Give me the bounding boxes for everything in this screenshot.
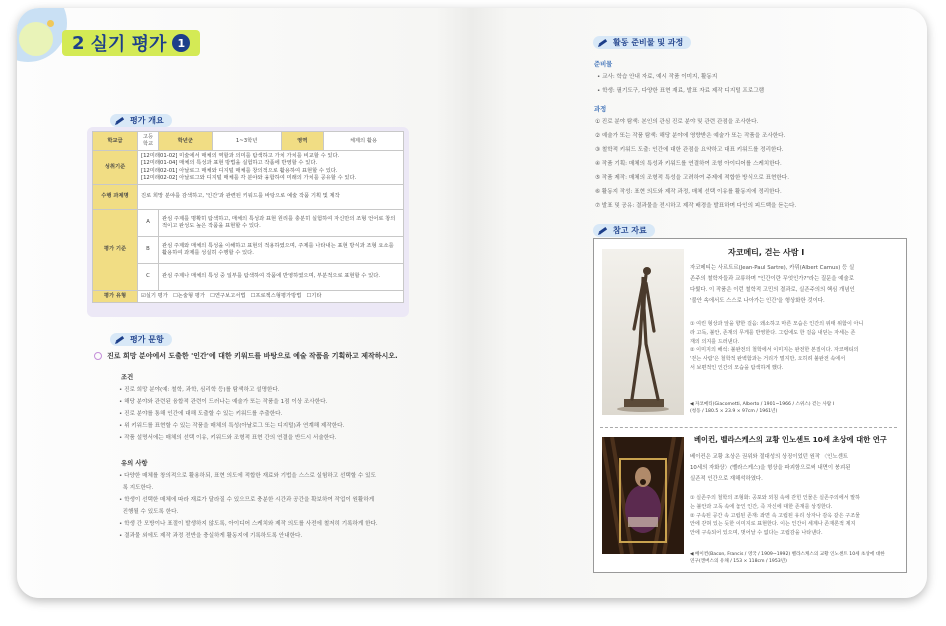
decor-dot [47, 20, 54, 27]
painting-figure [602, 437, 684, 554]
section-question-text: 평가 문항 [130, 335, 164, 344]
point-line: ② 이미지의 해석: 불완전의 철학에서 이미지는 완전한 본질이다. 자코메티의 [690, 347, 859, 354]
standard-line: [12미래02-02] 아날로그와 디지털 매체를 각 분야와 융합하여 미래의 가치를 공유할 수 있다. [141, 174, 357, 181]
body-line: 존주의 철학자들과 교류하며 "인간이란 무엇인가?"라는 질문을 예술로 [690, 276, 854, 282]
decor-circle-small [19, 22, 53, 56]
body-line: 자코메티는 사르트르(Jean-Paul Sartre), 카뮈(Albert Camus) 등 실 [690, 265, 855, 271]
section-overview-text: 평가 개요 [130, 116, 164, 125]
process-step: ② 예술가 또는 작품 탐색: 해당 분야에 영향받은 예술가 또는 작품을 조사한다. [595, 133, 786, 139]
conditions-heading: 조건 [121, 374, 134, 381]
material-item: • 교사: 학습 안내 자료, 예시 작품 이미지, 활동지 [597, 74, 718, 80]
condition-item: • 진로 분야를 통해 인간에 대해 도출할 수 있는 키워드를 추출한다. [119, 411, 283, 417]
evaluation-table [92, 131, 404, 303]
process-step: ⑦ 발표 및 공유: 결과물을 전시하고 제작 배경을 발표하며 다인의 피드백을 듣는다. [595, 203, 797, 209]
pencil-icon [114, 115, 126, 126]
point-line: 안에 갇혀 있는 듯한 이미지로 표현한다. 이는 인간이 세계나 존재론적 제지 [690, 521, 856, 528]
type-option: 실기 평가 [145, 292, 168, 299]
chapter-title [62, 30, 200, 56]
type-option: 논술형 평가 [177, 292, 205, 299]
standard-line: [12미래02-01] 아날로그 매체와 디지털 매체를 창의적으로 활용하여 표현할 수 있다. [141, 167, 338, 174]
process-step: ① 진로 분야 탐색: 본인의 관심 진로 분야 및 관련 관점을 조사한다. [595, 119, 759, 125]
task-cell: 진로 희망 분야를 감색하고, '인간'과 관련된 키워드를 바탕으로 예술 작품 기획 및 제작 [138, 184, 404, 209]
question-prompt-text: 진로 희망 분야에서 도출한 '인간'에 대한 키워드를 바탕으로 예술 작품을 기획하고 제작하시오. [107, 352, 398, 360]
cell-grade-label: 학년군 [159, 132, 213, 151]
sculpture-figure [602, 249, 684, 415]
reference-2-body [690, 452, 905, 485]
walking-man-sculpture-image [602, 249, 684, 415]
type-option: 연구보고서법 [214, 292, 246, 299]
checkbox-icon[interactable]: ☐ [210, 292, 215, 299]
note-item: • 다양한 매체를 창의적으로 활용하되, 표현 의도에 적합한 재료와 기법을 스스로 실험하고 선택할 수 있도 [119, 473, 376, 479]
standard-line: [12미래01-04] 매체의 특성과 표현 방법을 실험하고 작품에 반영할 수 있다. [141, 160, 318, 167]
conditions-list [119, 384, 419, 444]
reference-2-title: 베이컨, 벨라스케스의 교황 인노센트 10세 초상에 대한 연구 [694, 435, 887, 444]
condition-item: • 작품 설명서에는 매체의 선택 이유, 키워드와 조형적 표현 간의 연결을 반드시 서술한다. [119, 435, 337, 441]
note-item: • 결과물 외에도 제작 과정 전반을 충실하게 활동지에 기록하도록 안내한다. [119, 533, 303, 539]
pencil-icon [114, 334, 126, 345]
cell-grade: 1~3학년 [212, 132, 281, 151]
note-item: • 학생 간 모방이나 표절이 발생하지 않도록, 아이디어 스케치와 제작 의도를 사전에 철저히 기록하게 한다. [119, 521, 378, 527]
task-label: 수행 과제명 [93, 184, 138, 209]
condition-item: • 해당 분야와 관련된 융합적 관련이 드러나는 예술가 또는 작품을 1점 이상 조사한다. [119, 399, 328, 405]
checkbox-icon[interactable]: ☐ [172, 292, 178, 299]
section-label-overview [110, 114, 172, 127]
cell-area-label: 영역 [281, 132, 323, 151]
criteria-text-c: 관심 주제나 매체의 특성 중 일부를 탐색하여 작품에 반영하였으며, 부분적으로 표현할 수 있다. [159, 263, 404, 290]
question-prompt [94, 351, 398, 361]
criteria-text-b: 관심 주제와 매체의 특성을 이해하고 표현의 적용하였으며, 주제를 나타내는 표현 방식과 조형 요소를 활용하여 과제를 성실히 수행할 수 있다. [159, 236, 404, 263]
reference-2-caption [690, 551, 910, 565]
pencil-icon [597, 225, 609, 236]
caption-line: 연구(캔버스의 유채 / 153 × 118cm / 1953년) [690, 559, 787, 564]
chapter-title-text: 실기 평가 [90, 34, 167, 55]
criteria-grade-c: C [138, 263, 159, 290]
materials-heading: 준비물 [594, 61, 613, 68]
note-item: • 학생이 선택한 매체에 따라 재료가 달라질 수 있으므로 충분한 시간과 공간을 확보하여 작업이 원활하게 [119, 497, 375, 503]
standards-cell [138, 151, 404, 185]
section-reference-text: 참고 자료 [613, 226, 647, 235]
point-line: 안에 구속되어 있으며, 벗어날 수 없다는 고립감을 나타낸다. [690, 530, 823, 537]
point-line: ② 구속된 공간 속 고립된 존재: 좌면 속 고립된 유리 상자나 감옥 같은 구조물 [690, 512, 861, 519]
criteria-grade-a: A [138, 209, 159, 236]
pope-painting-image [602, 437, 684, 554]
section-label-question [110, 333, 172, 346]
notes-heading: 유의 사항 [121, 460, 148, 467]
checkbox-checked-icon[interactable]: ☑ [141, 292, 146, 299]
caption-line: ◀ 베이컨(Bacon, Francis / 영국 / 1909~1992) 벨라스케스의 교황 인노센트 10세 초상에 대한 [690, 552, 885, 557]
point-line: 라 고독, 불안, 존재의 무게를 반영한다. 그럼에도 한 걸음 내딛는 자세는 존 [690, 329, 856, 336]
cell-area: 체제의 활용 [323, 132, 403, 151]
body-line: 다뤘다. 이 작품은 이런 철학적 고민의 결과로, 실존주의의 핵심 개념인 [690, 287, 855, 293]
section-label-prep [593, 36, 691, 49]
caption-line: (청동 / 180.5 × 23.9 × 97cm / 1961년) [690, 409, 778, 414]
pencil-icon [597, 37, 609, 48]
note-item: 록 지도한다. [122, 485, 154, 491]
point-line: 재의 의지를 드러낸다. [690, 338, 740, 345]
process-step: ⑤ 작품 제작: 매체의 조형적 특성을 고려하여 주제에 적합한 방식으로 표현한다. [595, 175, 789, 181]
reference-1-title: 자코메티, 걷는 사람 Ⅰ [728, 248, 805, 257]
body-line: 실존적 인간으로 재해석하였다. [690, 476, 763, 482]
point-line: ① 여린 형상과 앞을 향한 걸음: 왜소하고 마른 모습은 인간의 위태 위함이 아니 [690, 321, 864, 327]
point-line: '걷는 사람'은 철학적 완벽함과는 거리가 멀지만, 오히려 불완전 속에서 [690, 356, 846, 363]
point-line: ① 실존주의 철학의 조형화: 공포와 외침 속에 갇힌 인물은 실존주의에서 말하 [690, 495, 861, 501]
circle-bullet-icon [94, 352, 102, 360]
checkbox-icon[interactable]: ☐ [306, 292, 312, 299]
process-step: ⑥ 활동지 작성: 표현 의도와 제작 과정, 매체 선택 이유를 활동지에 정리한다. [595, 189, 782, 195]
process-step: ④ 작품 기획: 매체의 특성과 키워드를 연결하여 조형 아이디어를 스케치한다. [595, 161, 782, 167]
type-option: 기타 [311, 292, 322, 299]
condition-item: • 진로 희망 분야(예: 철학, 과학, 심리학 등)를 탐색하고 설명한다. [119, 387, 280, 393]
body-line: 10세의 자화상〉(벨라스케스)을 형상을 파괴함으로써 내면이 붕괴된 [690, 465, 851, 471]
chapter-number: 2 [72, 32, 85, 54]
notes-list [119, 470, 419, 542]
type-option: 프로젝스형평가방법 [255, 292, 302, 299]
body-line: '불안 속에서도 스스로 나아가는 인간'을 형상화한 것이다. [690, 298, 825, 304]
process-heading: 과정 [594, 106, 607, 113]
note-item: 진행될 수 있도록 한다. [122, 509, 179, 515]
reference-divider [600, 427, 897, 428]
checkbox-icon[interactable]: ☐ [250, 292, 256, 299]
cell-school-level: 고등학교 [138, 132, 159, 151]
section-label-reference [593, 224, 655, 237]
chapter-badge: 1 [172, 34, 190, 52]
process-step: ③ 철학적 키워드 도출: 인간에 대한 관점을 요약하고 대표 키워드를 정리한다. [595, 147, 784, 153]
reference-2-points [690, 494, 898, 538]
material-item: • 학생: 필기도구, 다양한 표현 재료, 발표 자료 제작 디지털 프로그램 [597, 88, 765, 94]
cell-school-level-label: 학교급 [93, 132, 138, 151]
section-prep-text: 활동 준비물 및 과정 [613, 38, 684, 47]
criteria-grade-b: B [138, 236, 159, 263]
reference-1-points [690, 320, 898, 373]
standard-line: [12미래01-02] 미술에서 매체의 역할과 의미를 탐색하고 가치 가치를 비교할 수 있다. [141, 153, 340, 160]
point-line: 는 불안과 고독 속에 놓인 인간, 즉 자신에 대한 존재를 상징한다. [690, 503, 833, 510]
condition-item: • 위 키워드를 표현할 수 있는 작품을 매체의 특성(아날로그 또는 디지털)과 연계해 제작한다. [119, 423, 345, 429]
reference-1-body [690, 263, 905, 307]
type-cell [138, 290, 404, 302]
criteria-label: 평가 기준 [93, 209, 138, 290]
point-line: 서 보편적인 인간의 모습을 탐색하게 했다. [690, 364, 784, 371]
caption-line: ◀ 자코메티(Giacometti, Alberto / 1901~1966 / 스위스) 걷는 사람 Ⅰ [690, 402, 835, 407]
type-label: 평가 유형 [93, 290, 138, 302]
criteria-text-a: 관심 주제를 명확히 탐색하고, 매체의 특성과 표현 원리를 충분히 실험하여 자신만의 조형 언어로 창의적이고 완성도 높은 작품을 표현할 수 있다. [159, 209, 404, 236]
reference-1-caption [690, 401, 910, 415]
standards-label: 성취기준 [93, 151, 138, 185]
body-line: 베이컨은 교황 초상은 권위와 절대성의 상징이었던 원작 〈인노센트 [690, 454, 848, 460]
